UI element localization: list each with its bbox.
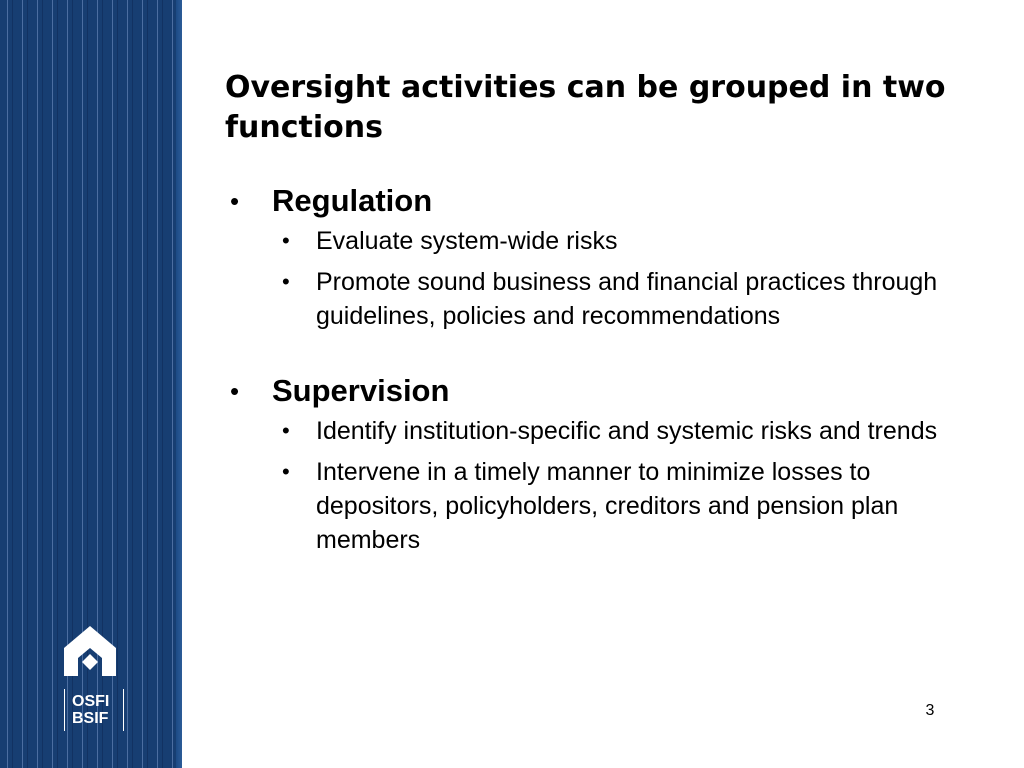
sidebar-edge: [176, 0, 182, 768]
bullet-glyph: •: [230, 186, 240, 216]
slide-content: [230, 178, 960, 564]
page-number: 3: [925, 702, 935, 719]
list-item: [230, 265, 960, 333]
list-item-text: Intervene in a timely manner to minimize losses to depositors, policyholders, creditors and pension plan members: [316, 458, 899, 554]
section-heading-text: Supervision: [272, 373, 450, 408]
osfi-logo-icon: [58, 624, 122, 688]
logo-line-osfi: OSFI: [72, 693, 110, 710]
slide-title: Oversight activities can be grouped in two functions: [225, 70, 946, 145]
section-heading-text: Regulation: [272, 183, 433, 218]
list-item-text: Identify institution-specific and systemic risks and trends: [316, 417, 938, 445]
bullet-glyph: •: [230, 376, 240, 406]
list-item-text: Promote sound business and financial practices through guidelines, policies and recommendations: [316, 268, 938, 330]
logo-line-bsif: BSIF: [72, 710, 109, 727]
list-item: [230, 224, 960, 258]
sidebar-band: [0, 0, 182, 768]
list-item-text: Evaluate system-wide risks: [316, 227, 618, 255]
supervision-list: [230, 414, 960, 557]
logo-wordmark: [64, 689, 124, 731]
regulation-list: [230, 224, 960, 333]
list-item: [230, 414, 960, 448]
section-heading-regulation: [230, 178, 960, 224]
bullet-glyph: •: [282, 459, 290, 484]
list-item: [230, 455, 960, 557]
section-spacer: [230, 340, 960, 368]
section-heading-supervision: [230, 368, 960, 414]
bullet-glyph: •: [282, 228, 290, 253]
bullet-glyph: •: [282, 418, 290, 443]
bullet-glyph: •: [282, 269, 290, 294]
